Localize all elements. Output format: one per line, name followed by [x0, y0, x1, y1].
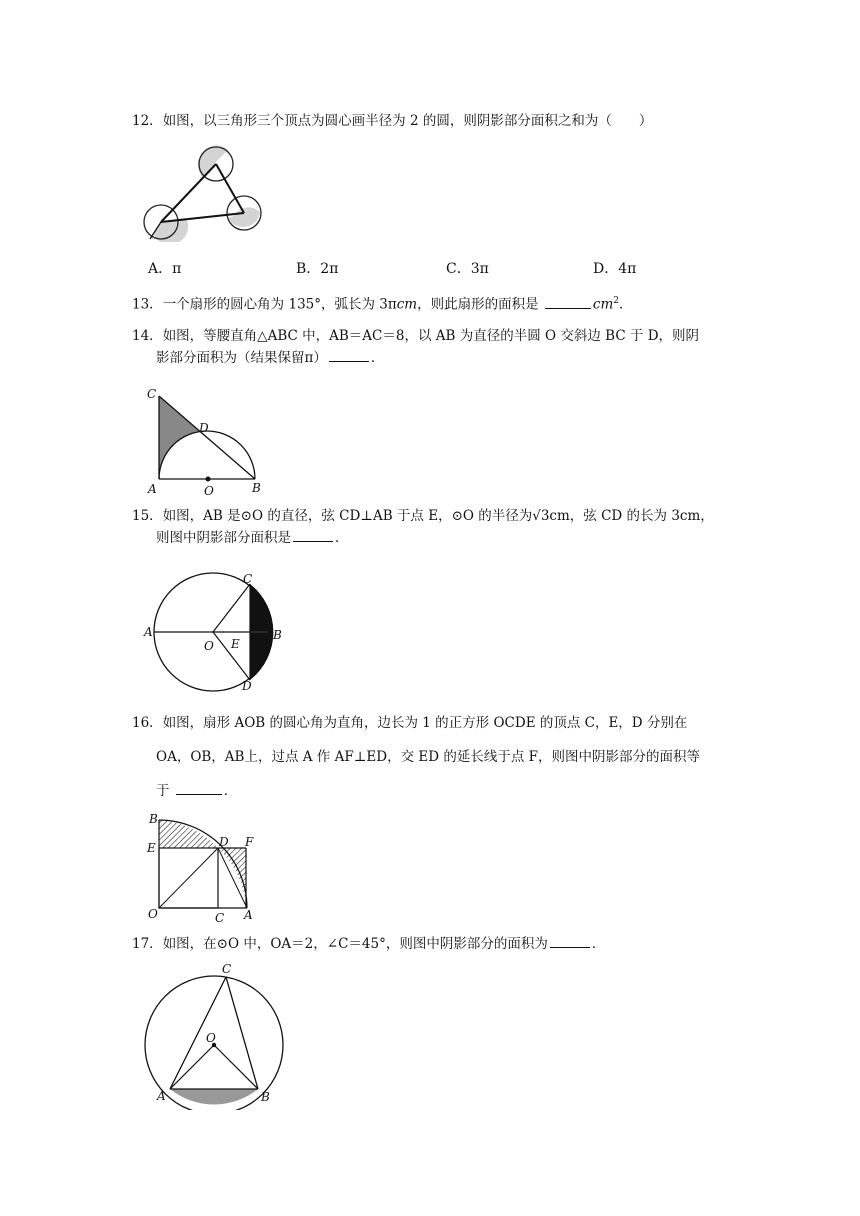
label-a: A: [144, 625, 153, 639]
question-14: 14．如图，等腰直角△ABC 中，AB＝AC＝8，以 AB 为直径的半圆 O 交斜边 BC 于 D，则阴 影部分面积为（结果保留π） ．: [132, 328, 700, 366]
option-c: C．3π: [446, 261, 489, 277]
label-o: O: [206, 1031, 216, 1045]
option-a: A．π: [148, 261, 182, 277]
answer-blank-14[interactable]: [329, 347, 369, 362]
label-a: A: [244, 908, 253, 922]
label-o: O: [204, 484, 214, 497]
figure-16: [140, 808, 270, 928]
figure-17: [140, 960, 290, 1110]
label-a: A: [148, 482, 157, 496]
option-d: D．4π: [593, 261, 637, 277]
label-b: B: [149, 812, 158, 826]
question-12-text: 12．: [132, 113, 163, 129]
label-f: F: [245, 835, 254, 849]
answer-blank-15[interactable]: [293, 527, 333, 542]
label-o: O: [204, 639, 214, 653]
question-12: 12．如图，以三角形三个顶点为圆心画半径为 2 的圆，则阴影部分面积之和为（ ）: [132, 113, 653, 129]
label-o: O: [148, 907, 158, 921]
label-e: E: [147, 841, 156, 855]
answer-blank-17[interactable]: [550, 933, 590, 948]
label-c: C: [222, 962, 232, 976]
figure-15: [140, 568, 290, 693]
answer-blank-16[interactable]: [176, 780, 222, 795]
option-b: B．2π: [296, 261, 339, 277]
label-a: A: [157, 1089, 166, 1103]
figure-12: [140, 142, 270, 242]
answer-blank-13[interactable]: [545, 294, 591, 309]
question-17: 17．如图，在⊙O 中，OA＝2，∠C＝45°，则图中阴影部分的面积为 ．: [132, 933, 732, 955]
question-15: 15．如图，AB 是⊙O 的直径，弦 CD⊥AB 于点 E，⊙O 的半径为√3cm，弦 CD 的长为 3cm， 则图中阴影部分面积是 ．: [132, 508, 714, 546]
question-16: 16．如图，扇形 AOB 的圆心角为直角，边长为 1 的正方形 OCDE 的顶点 C，E，D 分别在 OA，OB，AB上，过点 A 作 AF⊥ED，交 ED 的延长线于点 F，则图中阴影部分的面积等 于 ．: [132, 715, 701, 799]
label-c: C: [243, 572, 253, 586]
label-c: C: [215, 911, 225, 925]
figure-14: [140, 382, 270, 497]
label-c: C: [147, 387, 157, 401]
label-e: E: [231, 637, 240, 651]
label-b: B: [261, 1090, 270, 1104]
label-d: D: [199, 421, 209, 435]
question-13: 13．一个扇形的圆心角为 135°，弧长为 3πcm，则此扇形的面积是 $cm^2$．: [132, 290, 732, 316]
label-b: B: [252, 481, 261, 495]
label-b: B: [273, 628, 282, 642]
label-d: D: [242, 679, 252, 693]
label-d: D: [219, 835, 229, 849]
